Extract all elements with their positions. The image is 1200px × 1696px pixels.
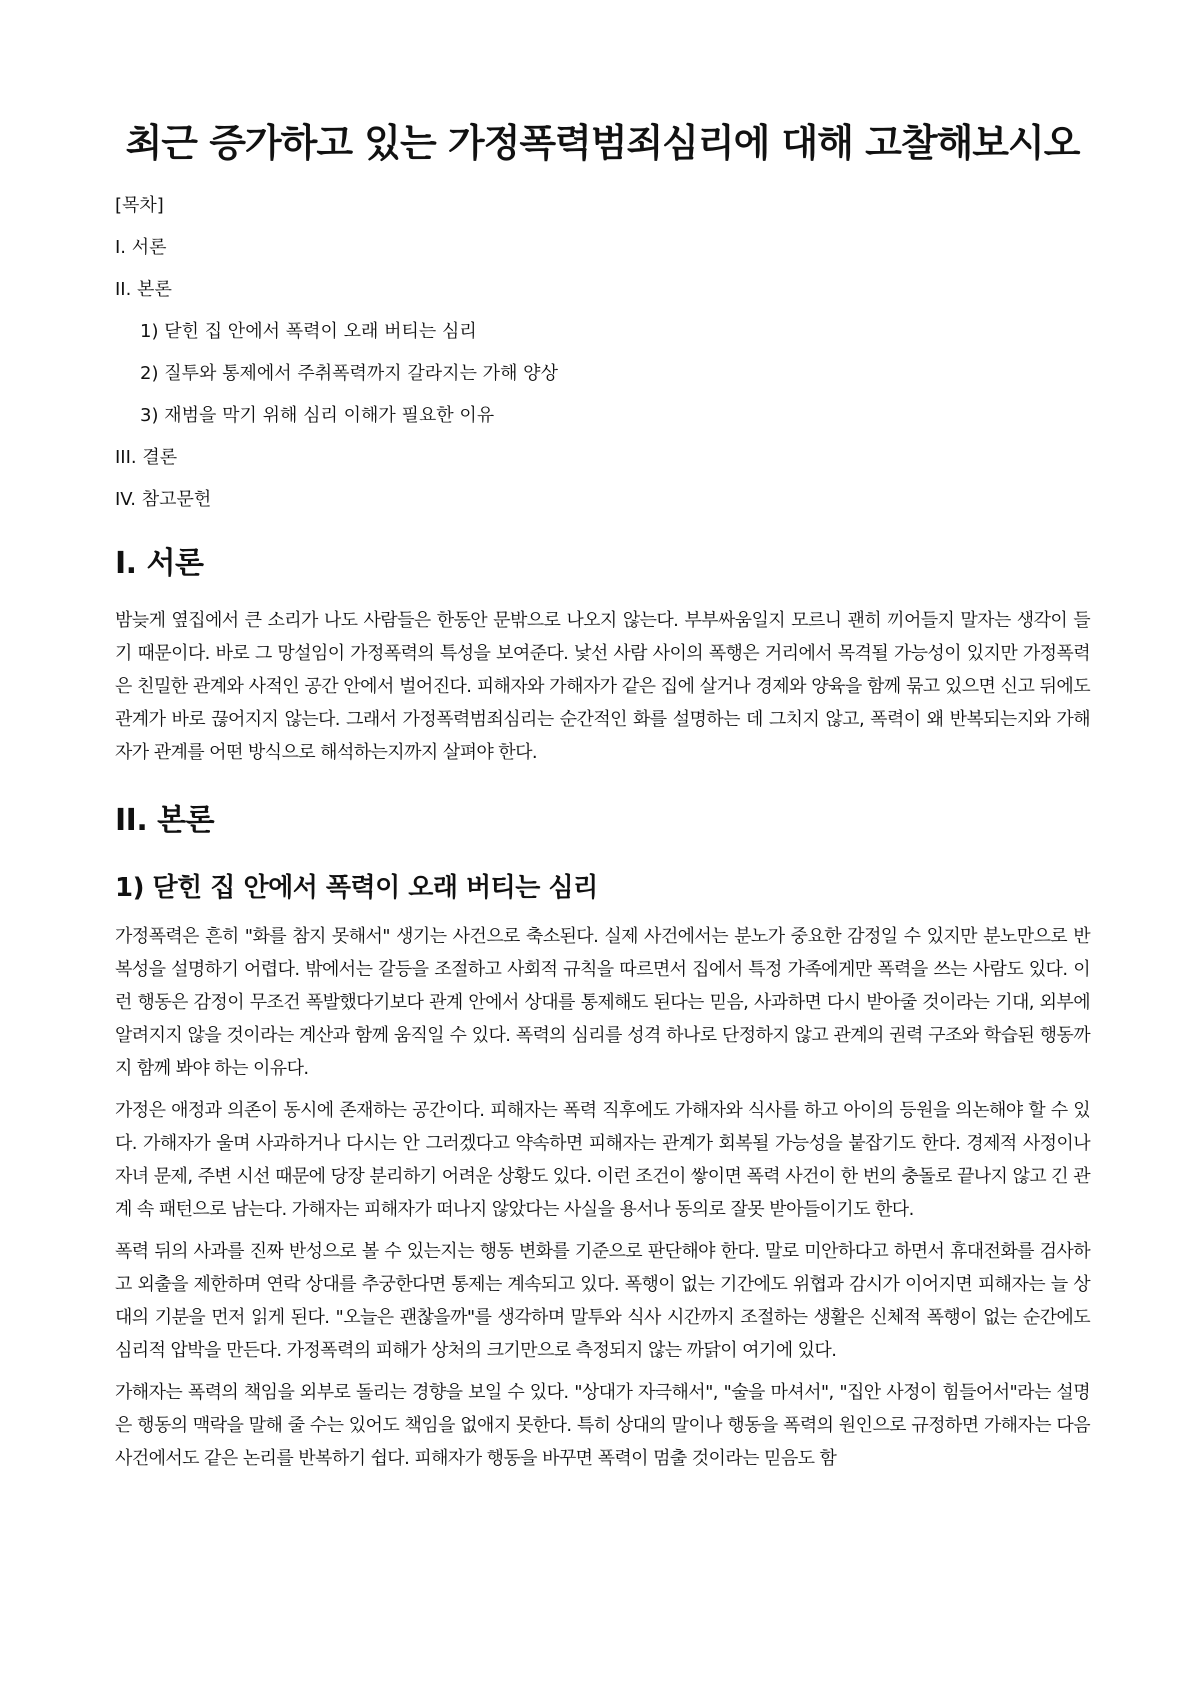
section-heading-intro: I. 서론	[115, 545, 204, 581]
toc-item-body-1: 1) 닫힌 집 안에서 폭력이 오래 버티는 심리	[140, 320, 477, 342]
toc-item-body: II. 본론	[115, 278, 172, 300]
toc-item-conclusion: III. 결론	[115, 446, 178, 468]
body-paragraph-2: 가정은 애정과 의존이 동시에 존재하는 공간이다. 피해자는 폭력 직후에도 가해자와 식사를 하고 아이의 등원을 의논해야 할 수 있다. 가해자가 울며 사과하거나 다시는 안 그러겠다고 약속하면 피해자는 관계가 회복될 가능성을 붙잡기도 한다. 경제적 사정이나 자녀 문제, 주변 시선 때문에 당장 분리하기 어려운 상황도 있다. 이런 조건이 쌓이면 폭력 사건이 한 번의 충돌로 끝나지 않고 긴 관계 속 패턴으로 남는다. 가해자는 피해자가 떠나지 않았다는 사실을 용서나 동의로 잘못 받아들이기도 한다.	[115, 1099, 1090, 1220]
body-paragraph-3: 폭력 뒤의 사과를 진짜 반성으로 볼 수 있는지는 행동 변화를 기준으로 판단해야 한다. 말로 미안하다고 하면서 휴대전화를 검사하고 외출을 제한하며 연락 상대를 추궁한다면 통제는 계속되고 있다. 폭행이 없는 기간에도 위협과 감시가 이어지면 피해자는 늘 상대의 기분을 먼저 읽게 된다. "오늘은 괜찮을까"를 생각하며 말투와 식사 시간까지 조절하는 생활은 신체적 폭행이 없는 순간에도 심리적 압박을 만든다. 가정폭력의 피해가 상처의 크기만으로 측정되지 않는 까닭이 여기에 있다.	[115, 1240, 1090, 1361]
body-paragraph-1: 가정폭력은 흔히 "화를 참지 못해서" 생기는 사건으로 축소된다. 실제 사건에서는 분노가 중요한 감정일 수 있지만 분노만으로 반복성을 설명하기 어렵다. 밖에서는 갈등을 조절하고 사회적 규칙을 따르면서 집에서 특정 가족에게만 폭력을 쓰는 사람도 있다. 이런 행동은 감정이 무조건 폭발했다기보다 관계 안에서 상대를 통제해도 된다는 믿음, 사과하면 다시 받아줄 것이라는 기대, 외부에 알려지지 않을 것이라는 계산과 함께 움직일 수 있다. 폭력의 심리를 성격 하나로 단정하지 않고 관계의 권력 구조와 학습된 행동까지 함께 봐야 하는 이유다.	[115, 925, 1090, 1079]
body-paragraph-4: 가해자는 폭력의 책임을 외부로 돌리는 경향을 보일 수 있다. "상대가 자극해서", "술을 마셔서", "집안 사정이 힘들어서"라는 설명은 행동의 맥락을 말해 줄 수는 있어도 책임을 없애지 못한다. 특히 상대의 말이나 행동을 폭력의 원인으로 규정하면 가해자는 다음 사건에서도 같은 논리를 반복하기 쉽다. 피해자가 행동을 바꾸면 폭력이 멈출 것이라는 믿음도 함	[115, 1381, 1090, 1469]
subsection-heading-1: 1) 닫힌 집 안에서 폭력이 오래 버티는 심리	[115, 872, 598, 903]
document-page	[115, 120, 1090, 1484]
toc-item-body-2: 2) 질투와 통제에서 주취폭력까지 갈라지는 가해 양상	[140, 362, 558, 384]
table-of-contents	[115, 194, 1090, 512]
toc-item-references: IV. 참고문헌	[115, 488, 212, 510]
toc-item-body-3: 3) 재범을 막기 위해 심리 이해가 필요한 이유	[140, 404, 495, 426]
section-heading-body: II. 본론	[115, 802, 215, 838]
toc-heading: [목차]	[115, 194, 164, 216]
toc-item-intro: I. 서론	[115, 236, 167, 258]
document-title: 최근 증가하고 있는 가정폭력범죄심리에 대해 고찰해보시오	[125, 121, 1080, 165]
intro-paragraph: 밤늦게 옆집에서 큰 소리가 나도 사람들은 한동안 문밖으로 나오지 않는다. 부부싸움일지 모르니 괜히 끼어들지 말자는 생각이 들기 때문이다. 바로 그 망설임이 가정폭력의 특성을 보여준다. 낯선 사람 사이의 폭행은 거리에서 목격될 가능성이 있지만 가정폭력은 친밀한 관계와 사적인 공간 안에서 벌어진다. 피해자와 가해자가 같은 집에 살거나 경제와 양육을 함께 묶고 있으면 신고 뒤에도 관계가 바로 끊어지지 않는다. 그래서 가정폭력범죄심리는 순간적인 화를 설명하는 데 그치지 않고, 폭력이 왜 반복되는지와 가해자가 관계를 어떤 방식으로 해석하는지까지 살펴야 한다.	[115, 609, 1090, 763]
